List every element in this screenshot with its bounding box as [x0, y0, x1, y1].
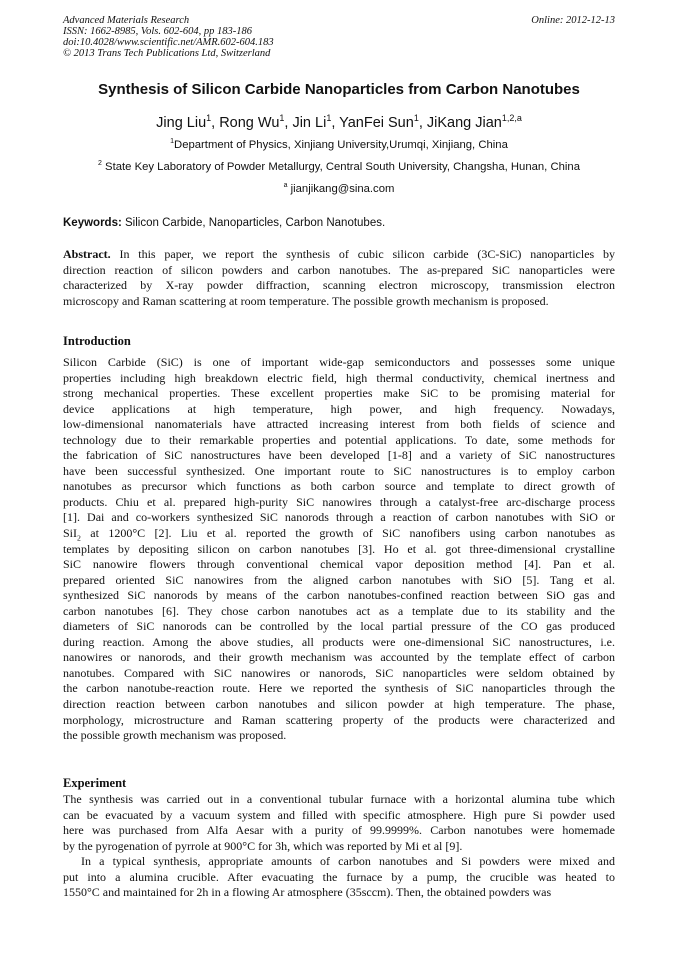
text-line: prepared oriented SiC nanowires from the aligned carbon nanotubes with SiO [5]. Tang et al.: [63, 572, 615, 587]
author: JiKang Jian$^{1,2,a}$: [426, 113, 522, 131]
text-line: Abstract. In this paper, we report the synthesis of cubic silicon carbide (3C-SiC) nanoparticles by: [63, 247, 615, 261]
text-line: The synthesis was carried out in a conventional tubular furnace with a horizontal alumina tube which: [63, 792, 615, 806]
text-line: during reaction. Among the above studies, all products were one-dimensional SiC nanostructures, i.e.: [63, 634, 615, 649]
text-line: nanotubes as precursor which functions as both carbon source and template to direct growth of: [63, 479, 615, 494]
online-date: Online: 2012-12-13: [531, 15, 615, 26]
text-line: Silicon Carbide (SiC) is one of important wide-gap semiconductors and possesses some unique: [63, 355, 615, 369]
text-line: morphology, microstructure and Raman scattering property of the products were characterized and: [63, 712, 615, 727]
text-line: direction reaction between carbon nanotubes and silicon powder at high temperature. The phase,: [63, 697, 615, 712]
affiliation-1: $^1$Department of Physics, Xinjiang University,Urumqi, Xinjiang, China: [170, 138, 508, 151]
author: YanFei Sun$^1$,: [339, 113, 427, 131]
author-list: [63, 114, 615, 132]
text-line: nanowires or nanorods, and their growth mechanism was accounted by the template effect of carbon: [63, 650, 615, 665]
doi-line: doi:10.4028/www.scientific.net/AMR.602-604.183: [63, 37, 274, 48]
text-line: templates by depositing silicon on carbon nanotubes [3]. Ho et al. got three-dimensional crystalline: [63, 541, 615, 556]
text-line: low-dimensional nanomaterials have attracted increasing interest from both fields of science and: [63, 417, 615, 432]
text-line: direction reaction of silicon powders and carbon nanotubes. The as-prepared SiC nanoparticles were: [63, 262, 615, 277]
experiment-body: [63, 792, 615, 901]
text-line: properties including high breakdown electric field, high thermal conductivity, chemical inertness and: [63, 370, 615, 385]
text-line: have been successful synthesized. One important route to SiC nanostructures is to employ carbon: [63, 463, 615, 478]
corresponding-email: $^a$ jianjikang@sina.com: [283, 182, 395, 195]
affiliation-2: $^2$ State Key Laboratory of Powder Metallurgy, Central South University, Changsha, Hunan, China: [98, 160, 580, 173]
text-line: here was purchased from Alfa Aesar with a purity of 99.9999%. Carbon nanotubes were homemade: [63, 823, 615, 838]
author: Jing Liu$^1$,: [156, 113, 220, 131]
text-line: [1]. Dai and co-workers synthesized SiC nanorods through a reaction of carbon nanotubes with SiO or: [63, 510, 615, 525]
keywords: Keywords: Silicon Carbide, Nanoparticles, Carbon Nanotubes.: [63, 217, 386, 229]
text-line: nanotubes. Compared with SiC nanowires or nanorods, SiC nanoparticles were seldom obtained by: [63, 665, 615, 680]
text-line: synthesized SiC nanorods by means of the carbon nanotubes-confined reaction between SiO gas and: [63, 588, 615, 603]
author: Rong Wu$^1$,: [219, 113, 293, 131]
text-line: can be evacuated by a vacuum system and filled with specific atmosphere. High pure Si powder used: [63, 807, 615, 822]
author: Jin Li$^1$,: [292, 113, 340, 131]
copyright-line: © 2013 Trans Tech Publications Ltd, Switzerland: [63, 48, 271, 59]
text-line: carbon nanotubes [6]. They chose carbon nanotubes act as a template due to its stability and the: [63, 603, 615, 618]
text-line: characterized by X-ray powder diffraction, scanning electron microscopy, transmission electron: [63, 278, 615, 293]
journal-name: Advanced Materials Research: [63, 15, 190, 26]
journal-header: [63, 15, 615, 59]
introduction-body: [63, 355, 615, 744]
text-line: technology due to their remarkable properties and potential applications. To date, some methods for: [63, 432, 615, 447]
section-heading-experiment: Experiment: [63, 776, 127, 790]
text-line: by the pyrogenation of pyrrole at 900°C for 3h, which was reported by Mi et al [9].: [63, 838, 463, 853]
text-line: SiC nanowire flowers through conventional chemical vapor deposition method [4]. Pan et al.: [63, 557, 615, 572]
text-line: the possible growth mechanism was proposed.: [63, 728, 287, 743]
text-line: products. Chiu et al. prepared high-purity SiC nanowires through a catalyst-free arc-discharge process: [63, 494, 615, 509]
abstract: [63, 247, 615, 309]
text-line: SiI$_2$ at 1200°C [2]. Liu et al. reported the growth of SiC nanofibers using carbon nanotubes as: [63, 526, 615, 543]
text-line: the fabrication of SiC nanostructures have been developed [1-8] and a variety of SiC nanostructures: [63, 448, 615, 463]
paper-title: Synthesis of Silicon Carbide Nanoparticles from Carbon Nanotubes: [98, 81, 580, 98]
text-line: the carbon nanotube-reaction route. Here we reported the synthesis of SiC nanoparticles through the: [63, 681, 615, 696]
text-line: device applications at high temperature, high power, and high frequency. Nowadays,: [63, 401, 615, 416]
text-line: diameters of SiC nanorods can be controlled by the local partial pressure of the CO gas produced: [63, 619, 615, 634]
text-line: 1550°C and maintained for 2h in a flowing Ar atmosphere (35sccm). Then, the obtained powders was: [63, 885, 552, 900]
abstract-label: Abstract.: [63, 247, 111, 261]
section-heading-introduction: Introduction: [63, 334, 131, 348]
text-line: microscopy and Raman scattering at room temperature. The possible growth mechanism is proposed.: [63, 293, 549, 308]
text-line: In a typical synthesis, appropriate amounts of carbon nanotubes and Si powders were mixed and: [81, 854, 615, 869]
issn-line: ISSN: 1662-8985, Vols. 602-604, pp 183-186: [63, 26, 252, 37]
text-line: put into a alumina crucible. After evacuating the furnace by a pump, the crucible was heated to: [63, 869, 615, 884]
text-line: strong mechanical properties. These excellent properties make SiC to be promising material for: [63, 386, 615, 401]
